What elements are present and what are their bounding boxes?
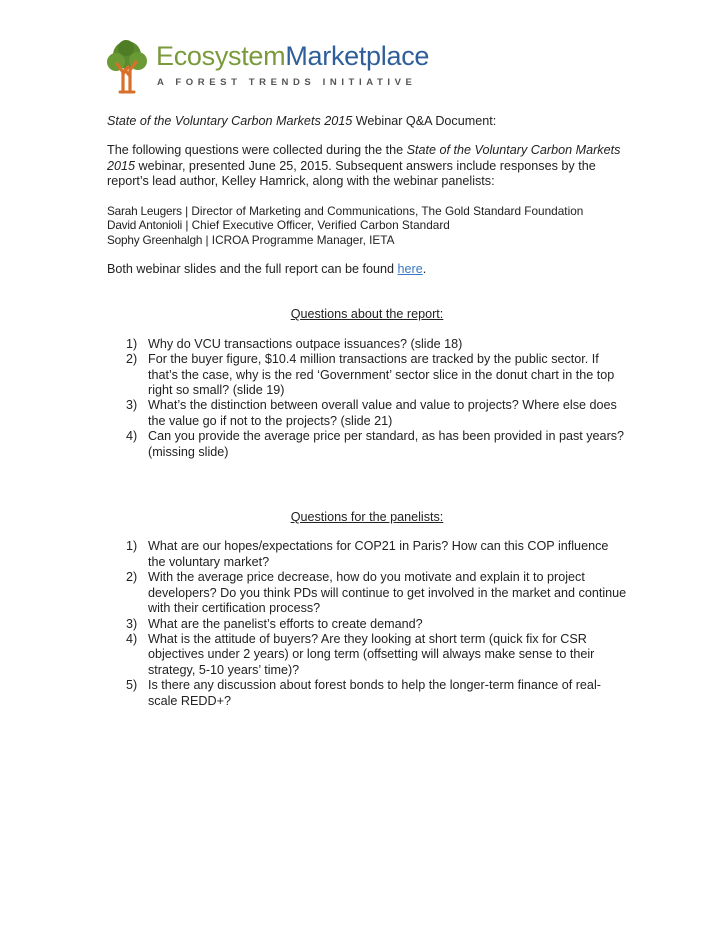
question-text: What’s the distinction between overall value and value to projects? Where else does the value go if not to the projects? (slide 21) xyxy=(148,398,617,428)
question-text: Why do VCU transactions outpace issuances? (slide 18) xyxy=(148,336,463,351)
intro-text-2: webinar, presented June 25, 2015. Subsequent answers include responses by the report’s lead author, Kelley Hamrick, along with the webinar panelists: xyxy=(107,158,596,189)
question-text: Can you provide the average price per standard, as has been provided in past years? (missing slide) xyxy=(148,429,625,459)
list-item xyxy=(107,678,627,709)
list-item xyxy=(107,617,627,632)
panelist-name: David Antonioli xyxy=(107,218,183,233)
intro-text-italic: State of the Voluntary Carbon Markets 2015 xyxy=(107,143,621,173)
intro-text-1: The following questions were collected during the the xyxy=(107,143,407,158)
list-item xyxy=(107,570,627,616)
panelist-item xyxy=(107,204,627,219)
panelist-item xyxy=(107,233,627,248)
logo-word-ecosystem: Ecosystem xyxy=(156,41,286,71)
list-number: 4) xyxy=(126,429,138,444)
question-text: What is the attitude of buyers? Are they looking at short term (quick fix for CSR objectives under 2 years) or long term (offsetting will always make sense to their strategy, 5-10 years’ time)? xyxy=(148,631,595,677)
ecosystem-marketplace-logo xyxy=(106,40,430,94)
report-questions-heading: Questions about the report: xyxy=(290,307,444,322)
question-text: For the buyer figure, $10.4 million transactions are tracked by the public sector. If that’s the case, why is the red ‘Government’ sector slice in the donut chart in the top right so small? (slide 19) xyxy=(148,352,615,398)
list-number: 2) xyxy=(126,570,138,585)
slides-paragraph xyxy=(107,262,627,277)
document-title-rest: Webinar Q&A Document: xyxy=(352,114,497,128)
panelist-questions-list xyxy=(107,539,627,708)
list-item xyxy=(107,337,627,352)
logo-word-marketplace: Marketplace xyxy=(285,41,430,71)
panelist-name: Sarah Leugers xyxy=(107,203,182,218)
list-item xyxy=(107,429,627,460)
panelist-item xyxy=(107,218,627,233)
panelist-role: | ICROA Programme Manager, IETA xyxy=(202,233,395,248)
list-number: 1) xyxy=(126,336,138,351)
question-text: What are our hopes/expectations for COP21 in Paris? How can this COP influence the voluntary market? xyxy=(148,539,609,569)
list-item xyxy=(107,398,627,429)
intro-paragraph xyxy=(107,143,627,189)
tree-logo-icon xyxy=(106,40,148,94)
logo-tagline: A FOREST TRENDS INITIATIVE xyxy=(157,77,417,88)
list-number: 3) xyxy=(126,616,138,631)
slides-end: . xyxy=(422,262,427,277)
logo-wordmark xyxy=(156,40,429,72)
spacer xyxy=(107,460,627,480)
slides-text: Both webinar slides and the full report can be found xyxy=(107,262,398,277)
report-questions-list xyxy=(107,337,627,460)
question-text: Is there any discussion about forest bonds to help the longer-term finance of real-scale REDD+? xyxy=(148,678,601,708)
list-number: 3) xyxy=(126,398,138,413)
list-number: 2) xyxy=(126,352,138,367)
question-text: With the average price decrease, how do you motivate and explain it to project developers? Do you think PDs will continue to get involved in the market and continue with their certification process? xyxy=(148,570,627,616)
panelist-list xyxy=(107,204,627,248)
list-item xyxy=(107,352,627,398)
document-title-italic: State of the Voluntary Carbon Markets 2015 xyxy=(107,114,353,128)
document-title xyxy=(107,114,627,129)
list-number: 5) xyxy=(126,678,138,693)
document-body xyxy=(107,114,627,709)
panelist-name: Sophy Greenhalgh xyxy=(107,233,203,248)
list-number: 4) xyxy=(126,631,138,646)
report-link[interactable]: here xyxy=(397,262,423,277)
panelist-role: | Director of Marketing and Communications, The Gold Standard Foundation xyxy=(181,203,584,218)
question-text: What are the panelist’s efforts to create demand? xyxy=(148,616,423,631)
panelist-role: | Chief Executive Officer, Verified Carbon Standard xyxy=(182,218,450,233)
panelist-questions-heading: Questions for the panelists: xyxy=(290,510,444,525)
list-item xyxy=(107,632,627,678)
list-number: 1) xyxy=(126,539,138,554)
list-item xyxy=(107,539,627,570)
